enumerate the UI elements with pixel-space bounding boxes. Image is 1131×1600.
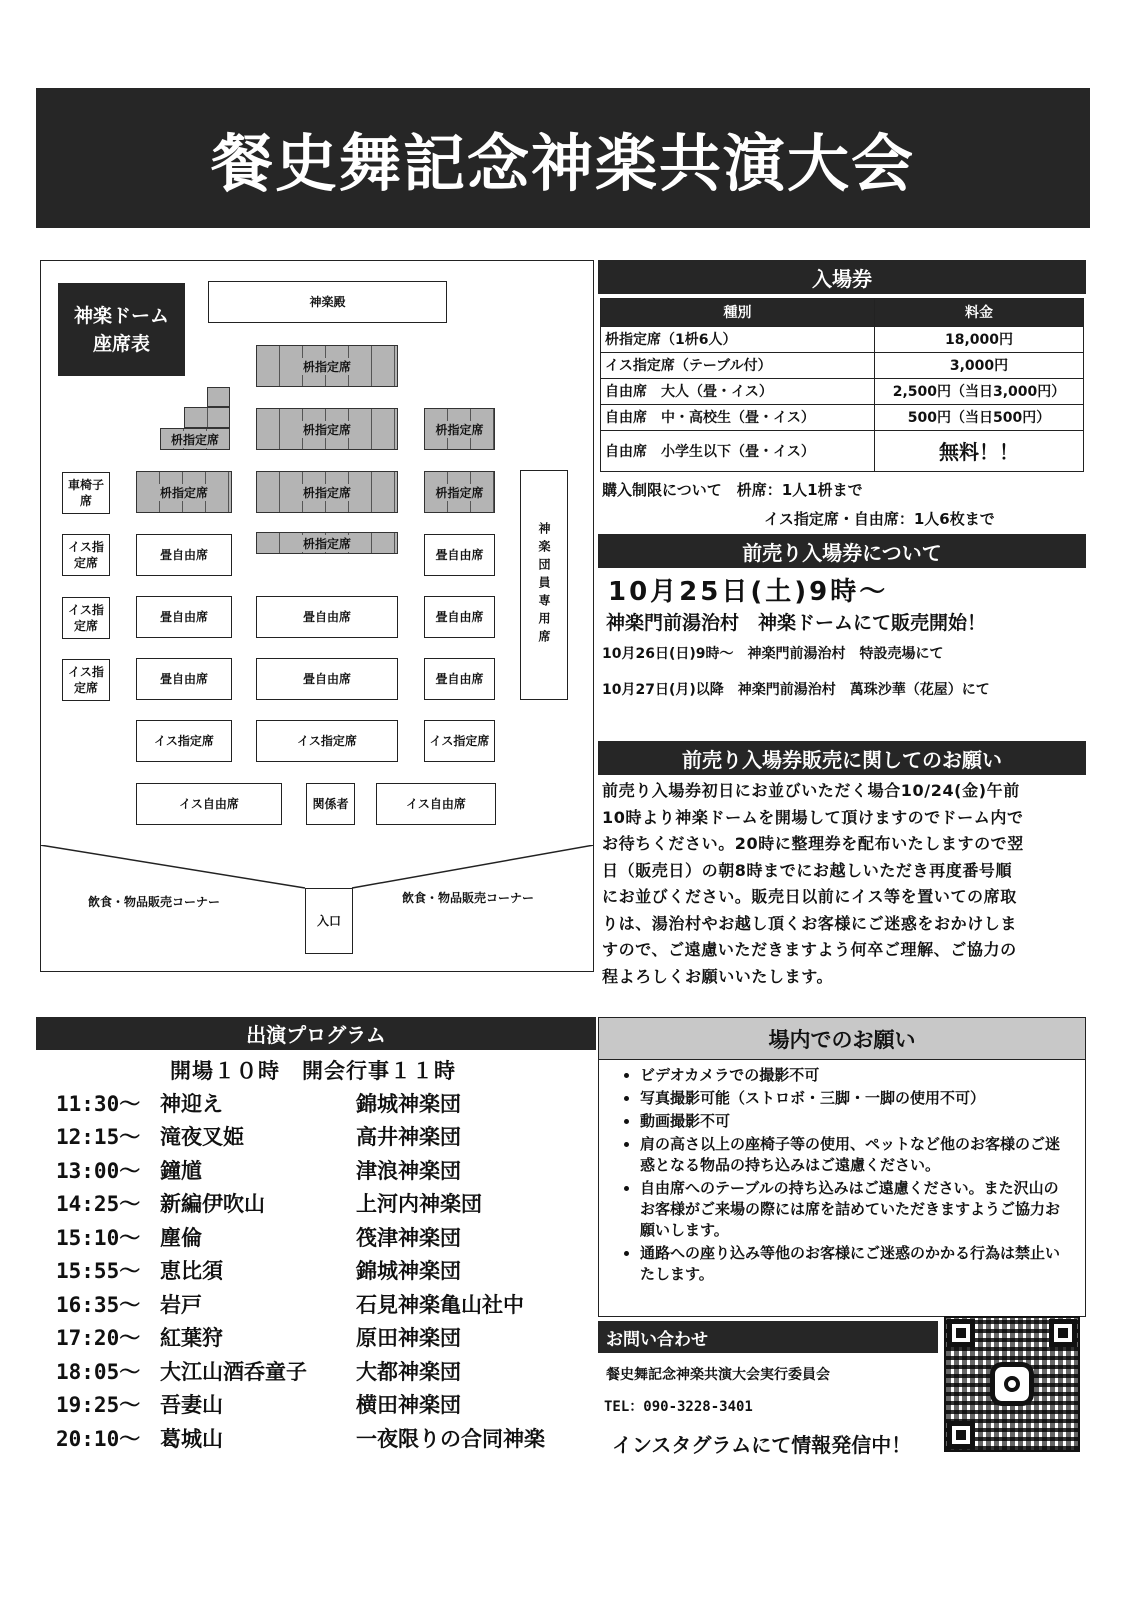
- chair-reserved-side: [62, 659, 110, 701]
- masu-step: [184, 407, 230, 428]
- program-group: 石見神楽亀山社中: [356, 1292, 524, 1317]
- ticket-row: [601, 378, 1084, 404]
- masu-seat-block: [160, 428, 230, 450]
- ticket-type: 自由席 小学生以下（畳・イス）: [601, 430, 875, 471]
- masu-seat-block: [424, 471, 495, 513]
- program-title: 鐘馗: [160, 1158, 202, 1183]
- program-row: [56, 1220, 596, 1254]
- food-corner-right: 飲食・物品販売コーナー: [402, 891, 535, 905]
- ticket-type: イス指定席（テーブル付）: [601, 352, 875, 378]
- ticket-fee: 500円（当日500円）: [875, 404, 1084, 430]
- program-group: 津浪神楽団: [356, 1158, 461, 1183]
- rule-item: • 通路への座り込み等他のお客様にご迷惑のかかる行為は禁止いたします。: [640, 1243, 1062, 1285]
- food-corner-left: 飲食・物品販売コーナー: [88, 895, 221, 909]
- qr-finder: [947, 1421, 975, 1449]
- masu-seat-block: [136, 471, 232, 513]
- masu-seat-label: 枡指定席: [435, 485, 484, 500]
- presale-place: 神楽門前湯治村 神楽ドームにて販売開始！: [606, 612, 987, 634]
- chair-reserved-label: イス指定席: [68, 665, 104, 695]
- program-title: 新編伊吹山: [160, 1192, 265, 1217]
- rule-item: • 肩の高さ以上の座椅子等の使用、ペットなど他のお客様のご迷惑となる物品の持ち込みはご遠慮ください。: [640, 1134, 1062, 1176]
- ticket-row: [601, 430, 1084, 471]
- request-line: りは、湯治村やお越し頂くお客様にご迷惑をおかけしま: [602, 913, 1018, 933]
- presale-line2: 10月26日(日)9時～ 神楽門前湯治村 特設売場にて: [602, 646, 944, 662]
- ticket-fee: 無料！！: [875, 430, 1084, 471]
- program-subheader: 開場１０時 開会行事１１時: [170, 1059, 456, 1083]
- purchase-limit-line1: 購入制限について 枡席：1人1枡まで: [602, 481, 863, 499]
- program-row: [56, 1287, 596, 1321]
- program-time: 11:30～: [56, 1091, 141, 1116]
- ticket-fee: 2,500円（当日3,000円）: [875, 378, 1084, 404]
- masu-seat-label: 枡指定席: [302, 359, 351, 374]
- tatami-free-seat: 畳自由席: [424, 596, 495, 638]
- rule-item: • 写真撮影可能（ストロボ・三脚・一脚の使用不可）: [640, 1088, 1062, 1109]
- chair-reserved-side: [62, 597, 110, 639]
- request-line: 10時より神楽ドームを開場して頂けますのでドーム内で: [602, 807, 1024, 827]
- tatami-free-seat: 畳自由席: [424, 658, 495, 700]
- masu-seat-block: [256, 471, 398, 513]
- program-row: [56, 1187, 596, 1221]
- seating-label-line1: 神楽ドーム: [73, 304, 169, 327]
- tatami-free-seat: 畳自由席: [424, 534, 495, 576]
- masu-seat-label: 枡指定席: [435, 422, 484, 437]
- program-group: 筏津神楽団: [356, 1225, 461, 1250]
- masu-seat-label: 枡指定席: [302, 485, 351, 500]
- program-header: 出演プログラム: [36, 1017, 596, 1050]
- program-title: 神迎え: [160, 1091, 223, 1116]
- chair-reserved-side: [62, 534, 110, 576]
- program-group: 錦城神楽団: [356, 1091, 461, 1116]
- ticket-type: 自由席 大人（畳・イス）: [601, 378, 875, 404]
- program-time: 20:10～: [56, 1426, 141, 1451]
- corner-line-left: [40, 845, 305, 888]
- program-group: 一夜限りの合同神楽: [356, 1426, 545, 1451]
- program-group: 上河内神楽団: [356, 1192, 482, 1217]
- masu-seat-label: 枡指定席: [159, 485, 208, 500]
- program-group: 高井神楽団: [356, 1125, 461, 1150]
- ticket-col-type: 種別: [601, 299, 875, 327]
- program-group: 横田神楽団: [356, 1393, 461, 1418]
- ticket-fee: 18,000円: [875, 326, 1084, 352]
- request-line: 日（販売日）の朝8時までにお越しいただき再度番号順: [602, 860, 1013, 880]
- tickets-header: 入場券: [598, 260, 1086, 294]
- ticket-col-fee: 料金: [875, 299, 1084, 327]
- chair-reserved-label: イス指定席: [68, 603, 104, 633]
- program-row: [56, 1354, 596, 1388]
- chair-free-seat: イス自由席: [136, 783, 282, 825]
- request-line: 程よろしくお願いいたします。: [602, 966, 834, 986]
- tatami-free-seat: 畳自由席: [136, 596, 232, 638]
- qr-finder: [1049, 1319, 1077, 1347]
- ticket-row: [601, 404, 1084, 430]
- members-only-label: 神楽団員専用席: [537, 522, 551, 648]
- staff-seat: 関係者: [306, 783, 355, 825]
- rule-item: • 自由席へのテーブルの持ち込みはご遠慮ください。また沢山のお客様がご来場の際には席を詰めていただきますようご協力お願いします。: [640, 1178, 1062, 1241]
- rule-item: • ビデオカメラでの撮影不可: [640, 1065, 1062, 1086]
- program-row: [56, 1388, 596, 1422]
- program-row: [56, 1086, 596, 1120]
- request-line: すので、ご遠慮いただきますよう何卒ご理解、ご協力の: [602, 940, 1017, 959]
- members-only-seat: [520, 470, 568, 700]
- tatami-free-seat: 畳自由席: [256, 658, 398, 700]
- request-header: 前売り入場券販売に関してのお願い: [598, 741, 1086, 775]
- program-title: 滝夜叉姫: [160, 1125, 244, 1150]
- stage: 神楽殿: [208, 281, 447, 323]
- instagram-icon: [990, 1362, 1034, 1406]
- chair-reserved-seat: イス指定席: [424, 720, 495, 762]
- ticket-type: 枡指定席（1枡6人）: [601, 326, 875, 352]
- masu-seat-label: 枡指定席: [302, 536, 351, 551]
- ticket-row: [601, 352, 1084, 378]
- masu-seat-label: 枡指定席: [170, 432, 219, 447]
- request-line: 前売り入場券初日にお並びいただく場合10/24(金)午前: [602, 781, 1020, 800]
- program-time: 19:25～: [56, 1393, 141, 1418]
- rules-header: 場内でのお願い: [598, 1017, 1086, 1060]
- program-row: [56, 1421, 596, 1455]
- tatami-free-seat: 畳自由席: [136, 534, 232, 576]
- program-title: 大江山酒呑童子: [160, 1359, 307, 1384]
- program-time: 14:25～: [56, 1192, 141, 1217]
- program-time: 17:20～: [56, 1326, 141, 1351]
- masu-seat-block: [256, 532, 398, 554]
- masu-seat-block: [424, 408, 495, 450]
- contact-org: 餐史舞記念神楽共演大会実行委員会: [606, 1367, 830, 1383]
- program-row: [56, 1321, 596, 1355]
- tatami-free-seat: 畳自由席: [256, 596, 398, 638]
- entrance: 入口: [305, 888, 353, 954]
- presale-header: 前売り入場券について: [598, 534, 1086, 568]
- program-title: 吾妻山: [160, 1393, 223, 1418]
- program-time: 13:00～: [56, 1158, 141, 1183]
- chair-free-seat: イス自由席: [376, 783, 496, 825]
- tatami-free-seat: 畳自由席: [136, 658, 232, 700]
- program-title: 岩戸: [160, 1292, 202, 1317]
- program-row: [56, 1120, 596, 1154]
- rule-item: • 動画撮影不可: [640, 1111, 1062, 1132]
- wheelchair-seat: [62, 472, 110, 514]
- program-time: 16:35～: [56, 1292, 141, 1317]
- qr-finder: [947, 1319, 975, 1347]
- program-time: 15:10～: [56, 1225, 141, 1250]
- page-title: 餐史舞記念神楽共演大会: [36, 88, 1090, 228]
- ticket-row: [601, 326, 1084, 352]
- masu-seat-block: [256, 408, 398, 450]
- instagram-text: インスタグラムにて情報発信中！: [612, 1433, 912, 1457]
- chair-reserved-label: イス指定席: [68, 540, 104, 570]
- program-group: 大都神楽団: [356, 1359, 461, 1384]
- program-group: 原田神楽団: [356, 1326, 461, 1351]
- program-title: 葛城山: [160, 1426, 223, 1451]
- ticket-fee: 3,000円: [875, 352, 1084, 378]
- presale-line3: 10月27日(月)以降 神楽門前湯治村 萬珠沙華（花屋）にて: [602, 682, 990, 698]
- ticket-type: 自由席 中・高校生（畳・イス）: [601, 404, 875, 430]
- program-time: 12:15～: [56, 1125, 141, 1150]
- contact-header: お問い合わせ: [598, 1321, 938, 1353]
- presale-date: 10月25日(土)9時～: [608, 577, 889, 607]
- program-time: 18:05～: [56, 1359, 141, 1384]
- program-group: 錦城神楽団: [356, 1259, 461, 1284]
- program-title: 紅葉狩: [160, 1326, 223, 1351]
- program-time: 15:55～: [56, 1259, 141, 1284]
- rules-list: [612, 1065, 1062, 1287]
- masu-step: [207, 387, 230, 407]
- seating-label-line2: 座席表: [92, 332, 150, 355]
- seating-map-label: [58, 283, 185, 376]
- request-line: お待ちください。20時に整理券を配布いたしますので翌: [602, 834, 1024, 853]
- program-title: 恵比須: [160, 1259, 223, 1284]
- masu-seat-block: [256, 345, 398, 387]
- program-title: 塵倫: [160, 1225, 202, 1250]
- masu-seat-label: 枡指定席: [302, 422, 351, 437]
- contact-tel: TEL：090-3228-3401: [604, 1399, 753, 1415]
- program-list: [56, 1086, 596, 1455]
- request-line: にお並びください。販売日以前にイス等を置いての席取: [602, 887, 1017, 906]
- program-row: [56, 1254, 596, 1288]
- request-body: [602, 778, 1084, 990]
- program-row: [56, 1153, 596, 1187]
- chair-reserved-seat: イス指定席: [136, 720, 232, 762]
- ticket-table: [600, 298, 1084, 472]
- purchase-limit-line2: イス指定席・自由席：1人6枚まで: [764, 510, 995, 528]
- wheelchair-seat-label: 車椅子席: [68, 478, 105, 508]
- chair-reserved-seat: イス指定席: [256, 720, 398, 762]
- corner-line-right: [352, 845, 594, 888]
